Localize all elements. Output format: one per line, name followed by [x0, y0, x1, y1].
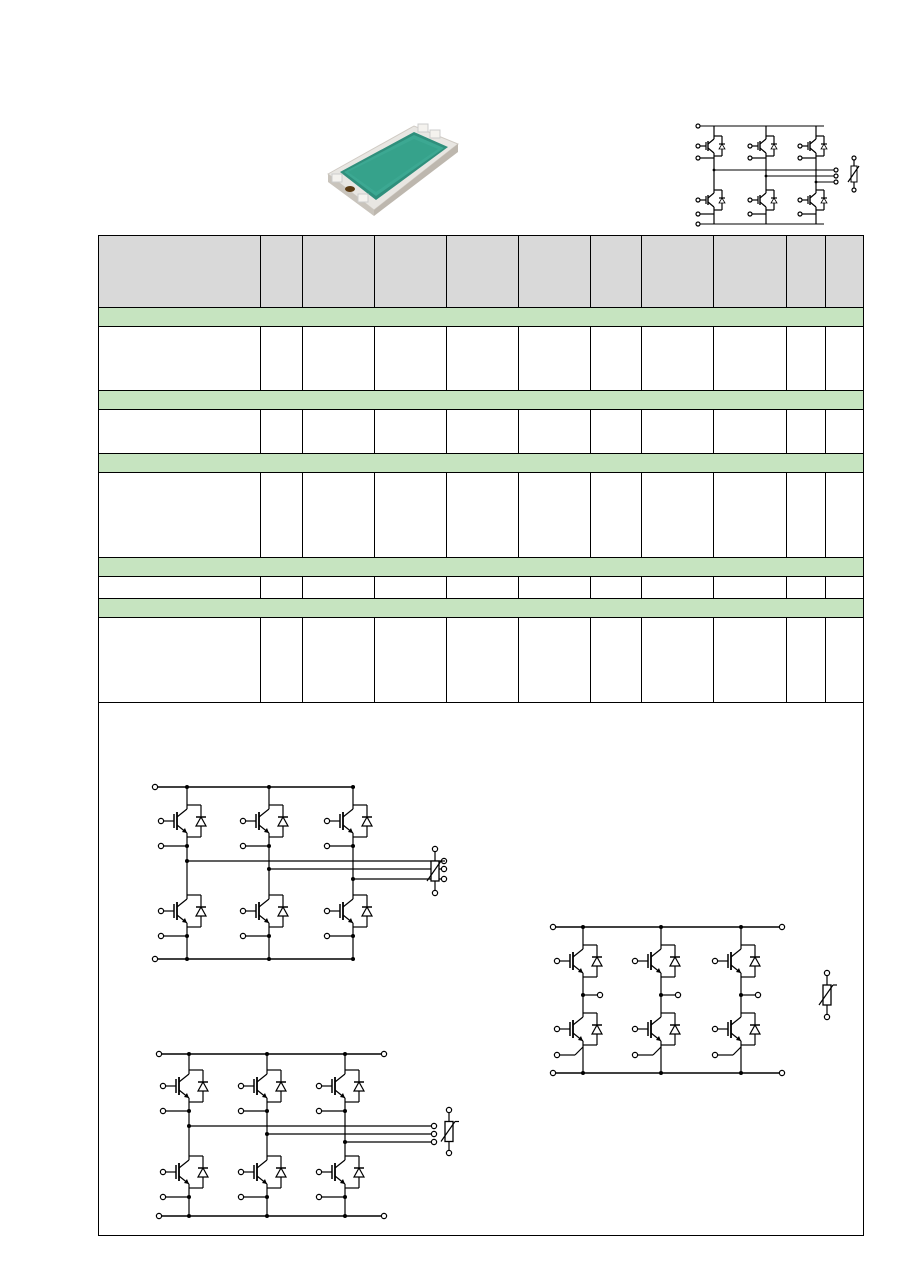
table-column-divider [825, 473, 826, 557]
table-column-divider [302, 473, 303, 557]
igbt-icon [163, 893, 206, 929]
table-header-row [99, 236, 863, 308]
table-column-divider [641, 236, 642, 307]
table-column-divider [374, 410, 375, 453]
sixpack-schematic-c-icon [545, 921, 865, 1081]
table-column-divider [302, 618, 303, 702]
igbt-icon [165, 1154, 208, 1190]
table-band-3 [99, 453, 863, 473]
table-column-divider [302, 577, 303, 598]
table-column-divider [260, 618, 261, 702]
table-band-2 [99, 390, 863, 410]
table-band-5 [99, 598, 863, 618]
table-column-divider [518, 473, 519, 557]
table-column-divider [713, 577, 714, 598]
table-column-divider [786, 327, 787, 390]
igbt-icon [717, 1011, 760, 1047]
igbt-icon [717, 943, 760, 979]
igbt-icon [243, 1068, 286, 1104]
table-column-divider [825, 410, 826, 453]
table-column-divider [786, 410, 787, 453]
table-column-divider [260, 327, 261, 390]
table-column-divider [641, 327, 642, 390]
igbt-icon [245, 803, 288, 839]
table-column-divider [374, 236, 375, 307]
igbt-module-photo-icon [318, 120, 462, 216]
table-column-divider [518, 327, 519, 390]
table-column-divider [518, 577, 519, 598]
table-column-divider [641, 618, 642, 702]
table-column-divider [374, 618, 375, 702]
table-column-divider [260, 236, 261, 307]
igbt-icon [329, 893, 372, 929]
table-column-divider [446, 236, 447, 307]
table-column-divider [786, 236, 787, 307]
table-column-divider [713, 327, 714, 390]
table-column-divider [260, 473, 261, 557]
sixpack-schematic-a-icon [149, 783, 469, 973]
table-column-divider [374, 327, 375, 390]
table-column-divider [518, 410, 519, 453]
table-column-divider [302, 410, 303, 453]
table-column-divider [260, 410, 261, 453]
table-column-divider [446, 327, 447, 390]
table-column-divider [446, 473, 447, 557]
table-column-divider [590, 236, 591, 307]
table-column-divider [825, 327, 826, 390]
table-band-4 [99, 557, 863, 577]
igbt-icon [163, 803, 206, 839]
igbt-icon [321, 1154, 364, 1190]
sixpack-igbt-ntc-schematic-icon [694, 120, 864, 230]
table-column-divider [825, 236, 826, 307]
table-column-divider [590, 327, 591, 390]
igbt-icon [321, 1068, 364, 1104]
igbt-icon [559, 943, 602, 979]
table-column-divider [518, 618, 519, 702]
table-column-divider [302, 236, 303, 307]
table-column-divider [713, 410, 714, 453]
table-column-divider [374, 577, 375, 598]
table-column-divider [446, 410, 447, 453]
selection-table [98, 235, 864, 703]
table-column-divider [446, 577, 447, 598]
table-column-divider [590, 473, 591, 557]
igbt-icon [329, 803, 372, 839]
table-band-1 [99, 307, 863, 327]
table-column-divider [825, 577, 826, 598]
igbt-icon [559, 1011, 602, 1047]
table-column-divider [260, 577, 261, 598]
ntc-thermistor-icon [441, 1107, 459, 1155]
table-column-divider [825, 618, 826, 702]
igbt-icon [243, 1154, 286, 1190]
header-schematic [694, 120, 864, 230]
ntc-thermistor-icon [819, 970, 837, 1019]
table-column-divider [518, 236, 519, 307]
table-column-divider [641, 577, 642, 598]
table-column-divider [713, 618, 714, 702]
schematic-panel [98, 703, 864, 1236]
igbt-icon [245, 893, 288, 929]
table-column-divider [641, 473, 642, 557]
table-column-divider [713, 473, 714, 557]
table-column-divider [590, 577, 591, 598]
igbt-icon [637, 1011, 680, 1047]
table-column-divider [786, 577, 787, 598]
sixpack-schematic-b-icon [151, 1048, 471, 1223]
product-photo [318, 120, 462, 216]
table-column-divider [446, 618, 447, 702]
table-column-divider [641, 410, 642, 453]
igbt-icon [165, 1068, 208, 1104]
table-column-divider [374, 473, 375, 557]
table-column-divider [302, 327, 303, 390]
table-column-divider [590, 618, 591, 702]
table-column-divider [713, 236, 714, 307]
table-column-divider [590, 410, 591, 453]
igbt-icon [637, 943, 680, 979]
table-column-divider [786, 473, 787, 557]
table-column-divider [786, 618, 787, 702]
